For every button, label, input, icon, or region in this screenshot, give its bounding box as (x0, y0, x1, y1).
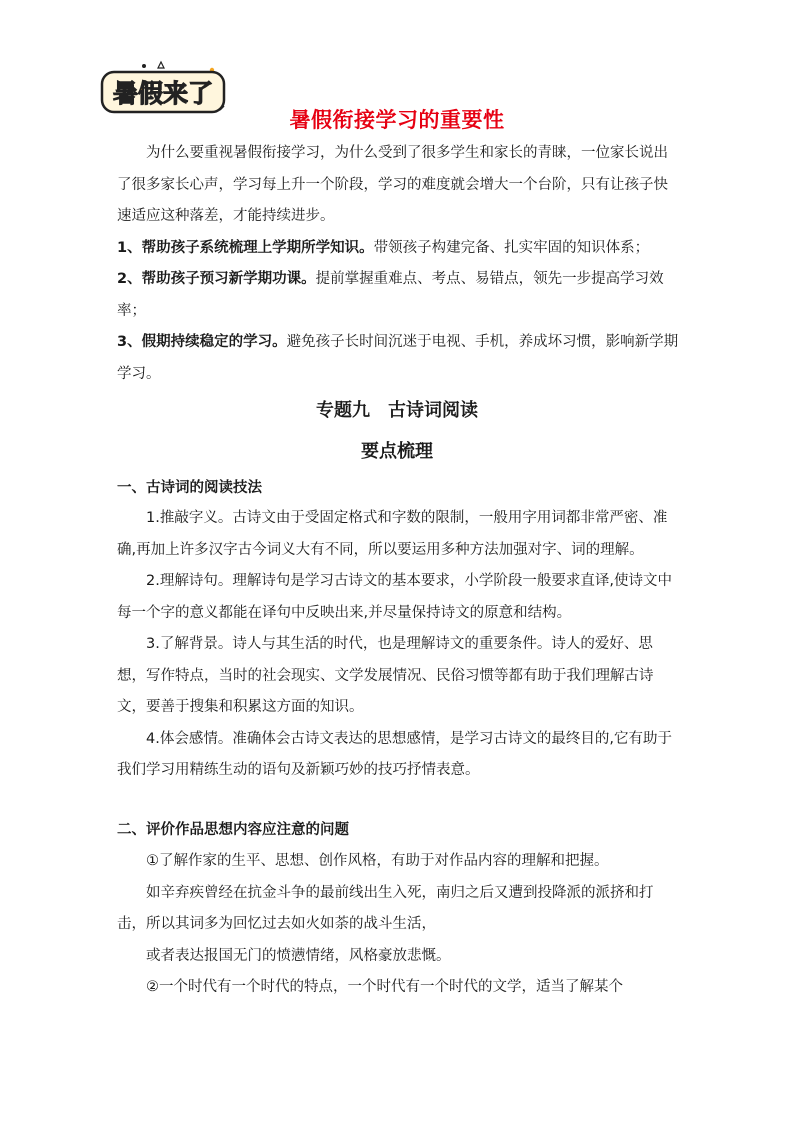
section2-item-4: ②一个时代有一个时代的特点，一个时代有一个时代的文学，适当了解某个 (146, 979, 623, 995)
section1-body (117, 503, 679, 787)
logo-text: 暑假来了 (112, 79, 214, 108)
intro-point-2: 2、帮助孩子预习新学期功课。提前掌握重难点、考点、易错点，领先一步提高学习效率； (117, 271, 664, 319)
topic-subtitle: 要点梳理 (361, 441, 433, 462)
section2-heading: 二、评价作品思想内容应注意的问题 (117, 822, 349, 838)
section2-item-2: 如辛弃疾曾经在抗金斗争的最前线出生入死，南归之后又遭到投降派的派挤和打击，所以其词多为回忆过去如火如荼的战斗生活， (117, 884, 654, 932)
section2-body (117, 846, 679, 1004)
section1-item-2: 2.理解诗句。理解诗句是学习古诗文的基本要求，小学阶段一般要求直译,使诗文中每一个字的意义都能在译句中反映出来,并尽量保持诗文的原意和结构。 (117, 573, 672, 621)
topic-title: 专题九 古诗词阅读 (316, 400, 478, 421)
section2-item-1: ①了解作家的生平、思想、创作风格，有助于对作品内容的理解和把握。 (146, 853, 609, 869)
section1-item-3: 3.了解背景。诗人与其生活的时代，也是理解诗文的重要条件。诗人的爱好、思想，写作特点，当时的社会现实、文学发展情况、民俗习惯等都有助于我们理解古诗文，要善于搜集和积累这方面的知识。 (117, 636, 654, 715)
intro-section (117, 138, 679, 390)
section1-heading: 一、古诗词的阅读技法 (117, 480, 262, 496)
section2-item-3: 或者表达报国无门的愤懑情绪，风格豪放悲慨。 (146, 947, 451, 964)
section1-item-1: 1.推敲字义。古诗文由于受固定格式和字数的限制，一般用字用词都非常严密、准确,再加上许多汉字古今词义大有不同，所以要运用多种方法加强对字、词的理解。 (117, 510, 668, 558)
section1-item-4: 4.体会感情。准确体会古诗文表达的思想感情，是学习古诗文的最终目的,它有助于我们学习用精练生动的语句及新颖巧妙的技巧抒情表意。 (117, 730, 672, 778)
intro-paragraph: 为什么要重视暑假衔接学习，为什么受到了很多学生和家长的青睐，一位家长说出了很多家长心声，学习每上升一个阶段，学习的难度就会增大一个台阶，只有让孩子快速适应这种落差，才能持续进步。 (117, 145, 668, 224)
intro-title: 暑假衔接学习的重要性 (289, 108, 505, 132)
intro-point-1: 1、帮助孩子系统梳理上学期所学知识。带领孩子构建完备、扎实牢固的知识体系； (117, 239, 650, 256)
intro-point-3: 3、假期持续稳定的学习。避免孩子长时间沉迷于电视、手机，养成坏习惯，影响新学期学习。 (117, 334, 679, 382)
